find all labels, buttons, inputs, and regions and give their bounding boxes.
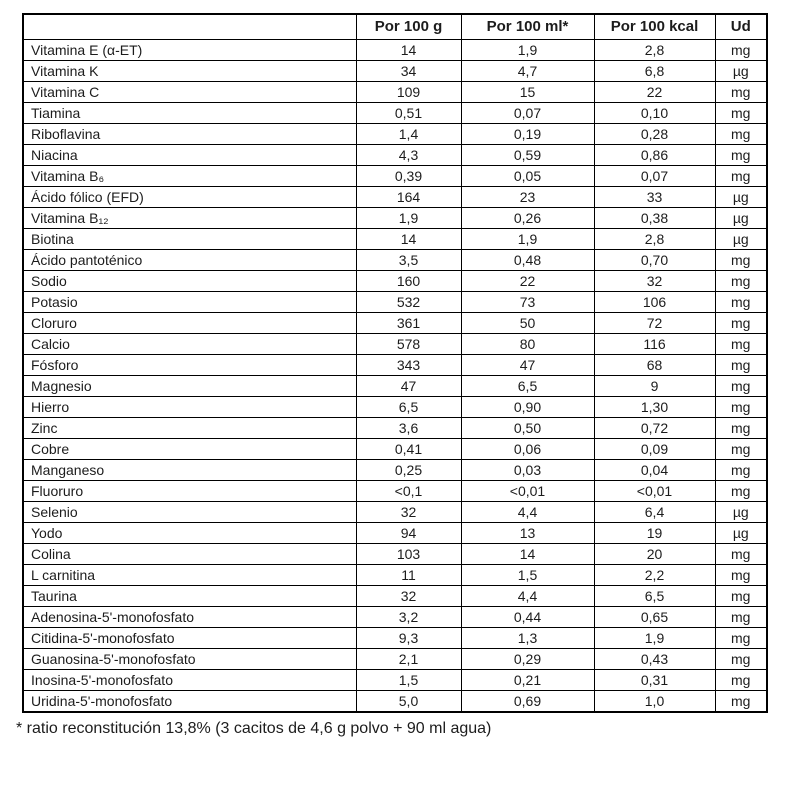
cell-per-100g: 32 [356, 502, 461, 523]
cell-per-100kcal: 32 [594, 271, 715, 292]
table-row [23, 544, 767, 565]
cell-unit: mg [715, 82, 767, 103]
cell-per-100g: 3,6 [356, 418, 461, 439]
table-row [23, 565, 767, 586]
cell-per-100g: <0,1 [356, 481, 461, 502]
cell-per-100kcal: 0,04 [594, 460, 715, 481]
cell-per-100ml: 4,4 [461, 502, 594, 523]
row-label: Fluoruro [23, 481, 356, 502]
cell-unit: mg [715, 586, 767, 607]
cell-unit: µg [715, 187, 767, 208]
cell-unit: µg [715, 208, 767, 229]
table-row [23, 502, 767, 523]
row-label: Yodo [23, 523, 356, 544]
cell-per-100kcal: 1,30 [594, 397, 715, 418]
cell-per-100ml: 0,69 [461, 691, 594, 713]
table-row [23, 61, 767, 82]
cell-per-100g: 578 [356, 334, 461, 355]
cell-per-100kcal: 2,8 [594, 229, 715, 250]
table-row [23, 481, 767, 502]
cell-per-100ml: 15 [461, 82, 594, 103]
cell-per-100ml: 0,90 [461, 397, 594, 418]
table-row [23, 355, 767, 376]
cell-per-100g: 1,9 [356, 208, 461, 229]
cell-unit: mg [715, 628, 767, 649]
cell-unit: mg [715, 334, 767, 355]
cell-per-100g: 4,3 [356, 145, 461, 166]
cell-unit: µg [715, 229, 767, 250]
table-row [23, 691, 767, 713]
cell-per-100g: 34 [356, 61, 461, 82]
cell-per-100kcal: 0,86 [594, 145, 715, 166]
table-row [23, 166, 767, 187]
cell-per-100ml: 0,26 [461, 208, 594, 229]
cell-per-100g: 3,5 [356, 250, 461, 271]
table-row [23, 187, 767, 208]
row-label: Vitamina E (α-ET) [23, 40, 356, 61]
table-row [23, 670, 767, 691]
cell-unit: mg [715, 271, 767, 292]
table-row [23, 523, 767, 544]
row-label: Vitamina K [23, 61, 356, 82]
cell-unit: mg [715, 481, 767, 502]
cell-per-100ml: 1,3 [461, 628, 594, 649]
row-label: L carnitina [23, 565, 356, 586]
cell-per-100g: 5,0 [356, 691, 461, 713]
cell-per-100ml: 0,03 [461, 460, 594, 481]
cell-per-100kcal: 6,8 [594, 61, 715, 82]
row-label: Selenio [23, 502, 356, 523]
row-label: Tiamina [23, 103, 356, 124]
cell-per-100kcal: 2,8 [594, 40, 715, 61]
cell-per-100g: 532 [356, 292, 461, 313]
cell-unit: mg [715, 649, 767, 670]
row-label: Zinc [23, 418, 356, 439]
cell-unit: µg [715, 61, 767, 82]
cell-per-100ml: 0,06 [461, 439, 594, 460]
column-header-per-100kcal: Por 100 kcal [594, 14, 715, 40]
row-label: Niacina [23, 145, 356, 166]
column-header-per-100g: Por 100 g [356, 14, 461, 40]
column-header-per-100ml: Por 100 ml* [461, 14, 594, 40]
cell-per-100kcal: 20 [594, 544, 715, 565]
row-label: Adenosina-5'-monofosfato [23, 607, 356, 628]
cell-per-100g: 2,1 [356, 649, 461, 670]
cell-per-100g: 11 [356, 565, 461, 586]
cell-unit: mg [715, 166, 767, 187]
cell-per-100g: 3,2 [356, 607, 461, 628]
row-label: Calcio [23, 334, 356, 355]
cell-per-100g: 1,4 [356, 124, 461, 145]
cell-unit: mg [715, 103, 767, 124]
cell-per-100kcal: 6,5 [594, 586, 715, 607]
row-label: Vitamina B₁₂ [23, 208, 356, 229]
cell-per-100kcal: 0,28 [594, 124, 715, 145]
cell-per-100kcal: 0,09 [594, 439, 715, 460]
table-row [23, 439, 767, 460]
table-row [23, 334, 767, 355]
cell-per-100ml: 0,48 [461, 250, 594, 271]
table-row [23, 376, 767, 397]
table-row [23, 628, 767, 649]
cell-per-100ml: 50 [461, 313, 594, 334]
cell-per-100ml: 4,7 [461, 61, 594, 82]
row-label: Fósforo [23, 355, 356, 376]
cell-unit: mg [715, 460, 767, 481]
row-label: Guanosina-5'-monofosfato [23, 649, 356, 670]
cell-unit: mg [715, 607, 767, 628]
cell-per-100ml: 4,4 [461, 586, 594, 607]
table-header [23, 14, 767, 40]
cell-per-100g: 14 [356, 229, 461, 250]
cell-per-100ml: 0,59 [461, 145, 594, 166]
cell-per-100kcal: 9 [594, 376, 715, 397]
row-label: Riboflavina [23, 124, 356, 145]
row-label: Uridina-5'-monofosfato [23, 691, 356, 713]
cell-per-100ml: 0,21 [461, 670, 594, 691]
cell-per-100g: 47 [356, 376, 461, 397]
cell-per-100kcal: 0,70 [594, 250, 715, 271]
cell-per-100ml: 0,29 [461, 649, 594, 670]
cell-unit: mg [715, 40, 767, 61]
cell-unit: mg [715, 691, 767, 713]
cell-per-100kcal: 0,43 [594, 649, 715, 670]
cell-per-100kcal: 22 [594, 82, 715, 103]
row-label: Biotina [23, 229, 356, 250]
table-row [23, 607, 767, 628]
row-label: Cobre [23, 439, 356, 460]
cell-per-100g: 0,51 [356, 103, 461, 124]
cell-per-100g: 361 [356, 313, 461, 334]
table-row [23, 313, 767, 334]
cell-per-100g: 14 [356, 40, 461, 61]
cell-per-100kcal: 19 [594, 523, 715, 544]
table-row [23, 418, 767, 439]
cell-per-100ml: 22 [461, 271, 594, 292]
cell-per-100kcal: 0,72 [594, 418, 715, 439]
table-row [23, 82, 767, 103]
table-row [23, 208, 767, 229]
cell-unit: mg [715, 418, 767, 439]
cell-per-100ml: 13 [461, 523, 594, 544]
cell-per-100kcal: 0,10 [594, 103, 715, 124]
table-row [23, 397, 767, 418]
cell-per-100ml: 0,44 [461, 607, 594, 628]
cell-per-100g: 0,25 [356, 460, 461, 481]
cell-per-100ml: 1,9 [461, 229, 594, 250]
cell-per-100ml: 0,05 [461, 166, 594, 187]
row-label: Ácido fólico (EFD) [23, 187, 356, 208]
cell-per-100kcal: 1,0 [594, 691, 715, 713]
cell-per-100ml: 73 [461, 292, 594, 313]
row-label: Manganeso [23, 460, 356, 481]
row-label: Vitamina B₆ [23, 166, 356, 187]
table-row [23, 124, 767, 145]
cell-per-100kcal: 0,38 [594, 208, 715, 229]
header-row [23, 14, 767, 40]
cell-per-100g: 6,5 [356, 397, 461, 418]
cell-per-100ml: 0,50 [461, 418, 594, 439]
cell-unit: mg [715, 376, 767, 397]
cell-unit: mg [715, 565, 767, 586]
column-header-unit: Ud [715, 14, 767, 40]
cell-per-100kcal: 6,4 [594, 502, 715, 523]
cell-per-100g: 9,3 [356, 628, 461, 649]
table-row [23, 271, 767, 292]
cell-per-100ml: 6,5 [461, 376, 594, 397]
cell-unit: mg [715, 439, 767, 460]
row-label: Hierro [23, 397, 356, 418]
cell-per-100g: 103 [356, 544, 461, 565]
cell-per-100g: 0,41 [356, 439, 461, 460]
cell-unit: mg [715, 145, 767, 166]
row-label: Cloruro [23, 313, 356, 334]
table-row [23, 292, 767, 313]
cell-per-100kcal: 72 [594, 313, 715, 334]
table-row [23, 649, 767, 670]
table-body [23, 40, 767, 713]
table-row [23, 103, 767, 124]
table-row [23, 229, 767, 250]
cell-per-100kcal: 2,2 [594, 565, 715, 586]
cell-per-100kcal: 106 [594, 292, 715, 313]
cell-unit: mg [715, 250, 767, 271]
table-row [23, 586, 767, 607]
cell-unit: µg [715, 502, 767, 523]
cell-per-100kcal: 68 [594, 355, 715, 376]
cell-per-100kcal: 0,65 [594, 607, 715, 628]
row-label: Sodio [23, 271, 356, 292]
cell-per-100ml: 47 [461, 355, 594, 376]
cell-per-100g: 343 [356, 355, 461, 376]
cell-unit: mg [715, 292, 767, 313]
row-label: Potasio [23, 292, 356, 313]
cell-unit: µg [715, 523, 767, 544]
nutrition-table [22, 13, 768, 713]
cell-per-100kcal: 116 [594, 334, 715, 355]
cell-per-100kcal: 0,07 [594, 166, 715, 187]
cell-per-100ml: 23 [461, 187, 594, 208]
row-label: Inosina-5'-monofosfato [23, 670, 356, 691]
cell-unit: mg [715, 313, 767, 334]
cell-per-100g: 0,39 [356, 166, 461, 187]
cell-per-100kcal: 1,9 [594, 628, 715, 649]
row-label: Taurina [23, 586, 356, 607]
cell-per-100g: 94 [356, 523, 461, 544]
column-header-empty [23, 14, 356, 40]
reconstitution-footnote: * ratio reconstitución 13,8% (3 cacitos de 4,6 g polvo + 90 ml agua) [16, 720, 492, 737]
table-row [23, 145, 767, 166]
cell-per-100g: 1,5 [356, 670, 461, 691]
table-row [23, 460, 767, 481]
row-label: Colina [23, 544, 356, 565]
cell-per-100kcal: <0,01 [594, 481, 715, 502]
row-label: Citidina-5'-monofosfato [23, 628, 356, 649]
cell-unit: mg [715, 124, 767, 145]
row-label: Vitamina C [23, 82, 356, 103]
cell-per-100ml: 0,07 [461, 103, 594, 124]
cell-unit: mg [715, 355, 767, 376]
cell-per-100ml: 0,19 [461, 124, 594, 145]
row-label: Ácido pantoténico [23, 250, 356, 271]
table-row [23, 250, 767, 271]
cell-per-100g: 164 [356, 187, 461, 208]
cell-per-100g: 109 [356, 82, 461, 103]
cell-per-100ml: 80 [461, 334, 594, 355]
cell-per-100ml: 1,5 [461, 565, 594, 586]
cell-per-100kcal: 0,31 [594, 670, 715, 691]
cell-per-100ml: <0,01 [461, 481, 594, 502]
cell-per-100g: 160 [356, 271, 461, 292]
cell-per-100ml: 14 [461, 544, 594, 565]
cell-per-100g: 32 [356, 586, 461, 607]
table-row [23, 40, 767, 61]
cell-unit: mg [715, 544, 767, 565]
cell-unit: mg [715, 670, 767, 691]
row-label: Magnesio [23, 376, 356, 397]
cell-per-100kcal: 33 [594, 187, 715, 208]
cell-per-100ml: 1,9 [461, 40, 594, 61]
cell-unit: mg [715, 397, 767, 418]
